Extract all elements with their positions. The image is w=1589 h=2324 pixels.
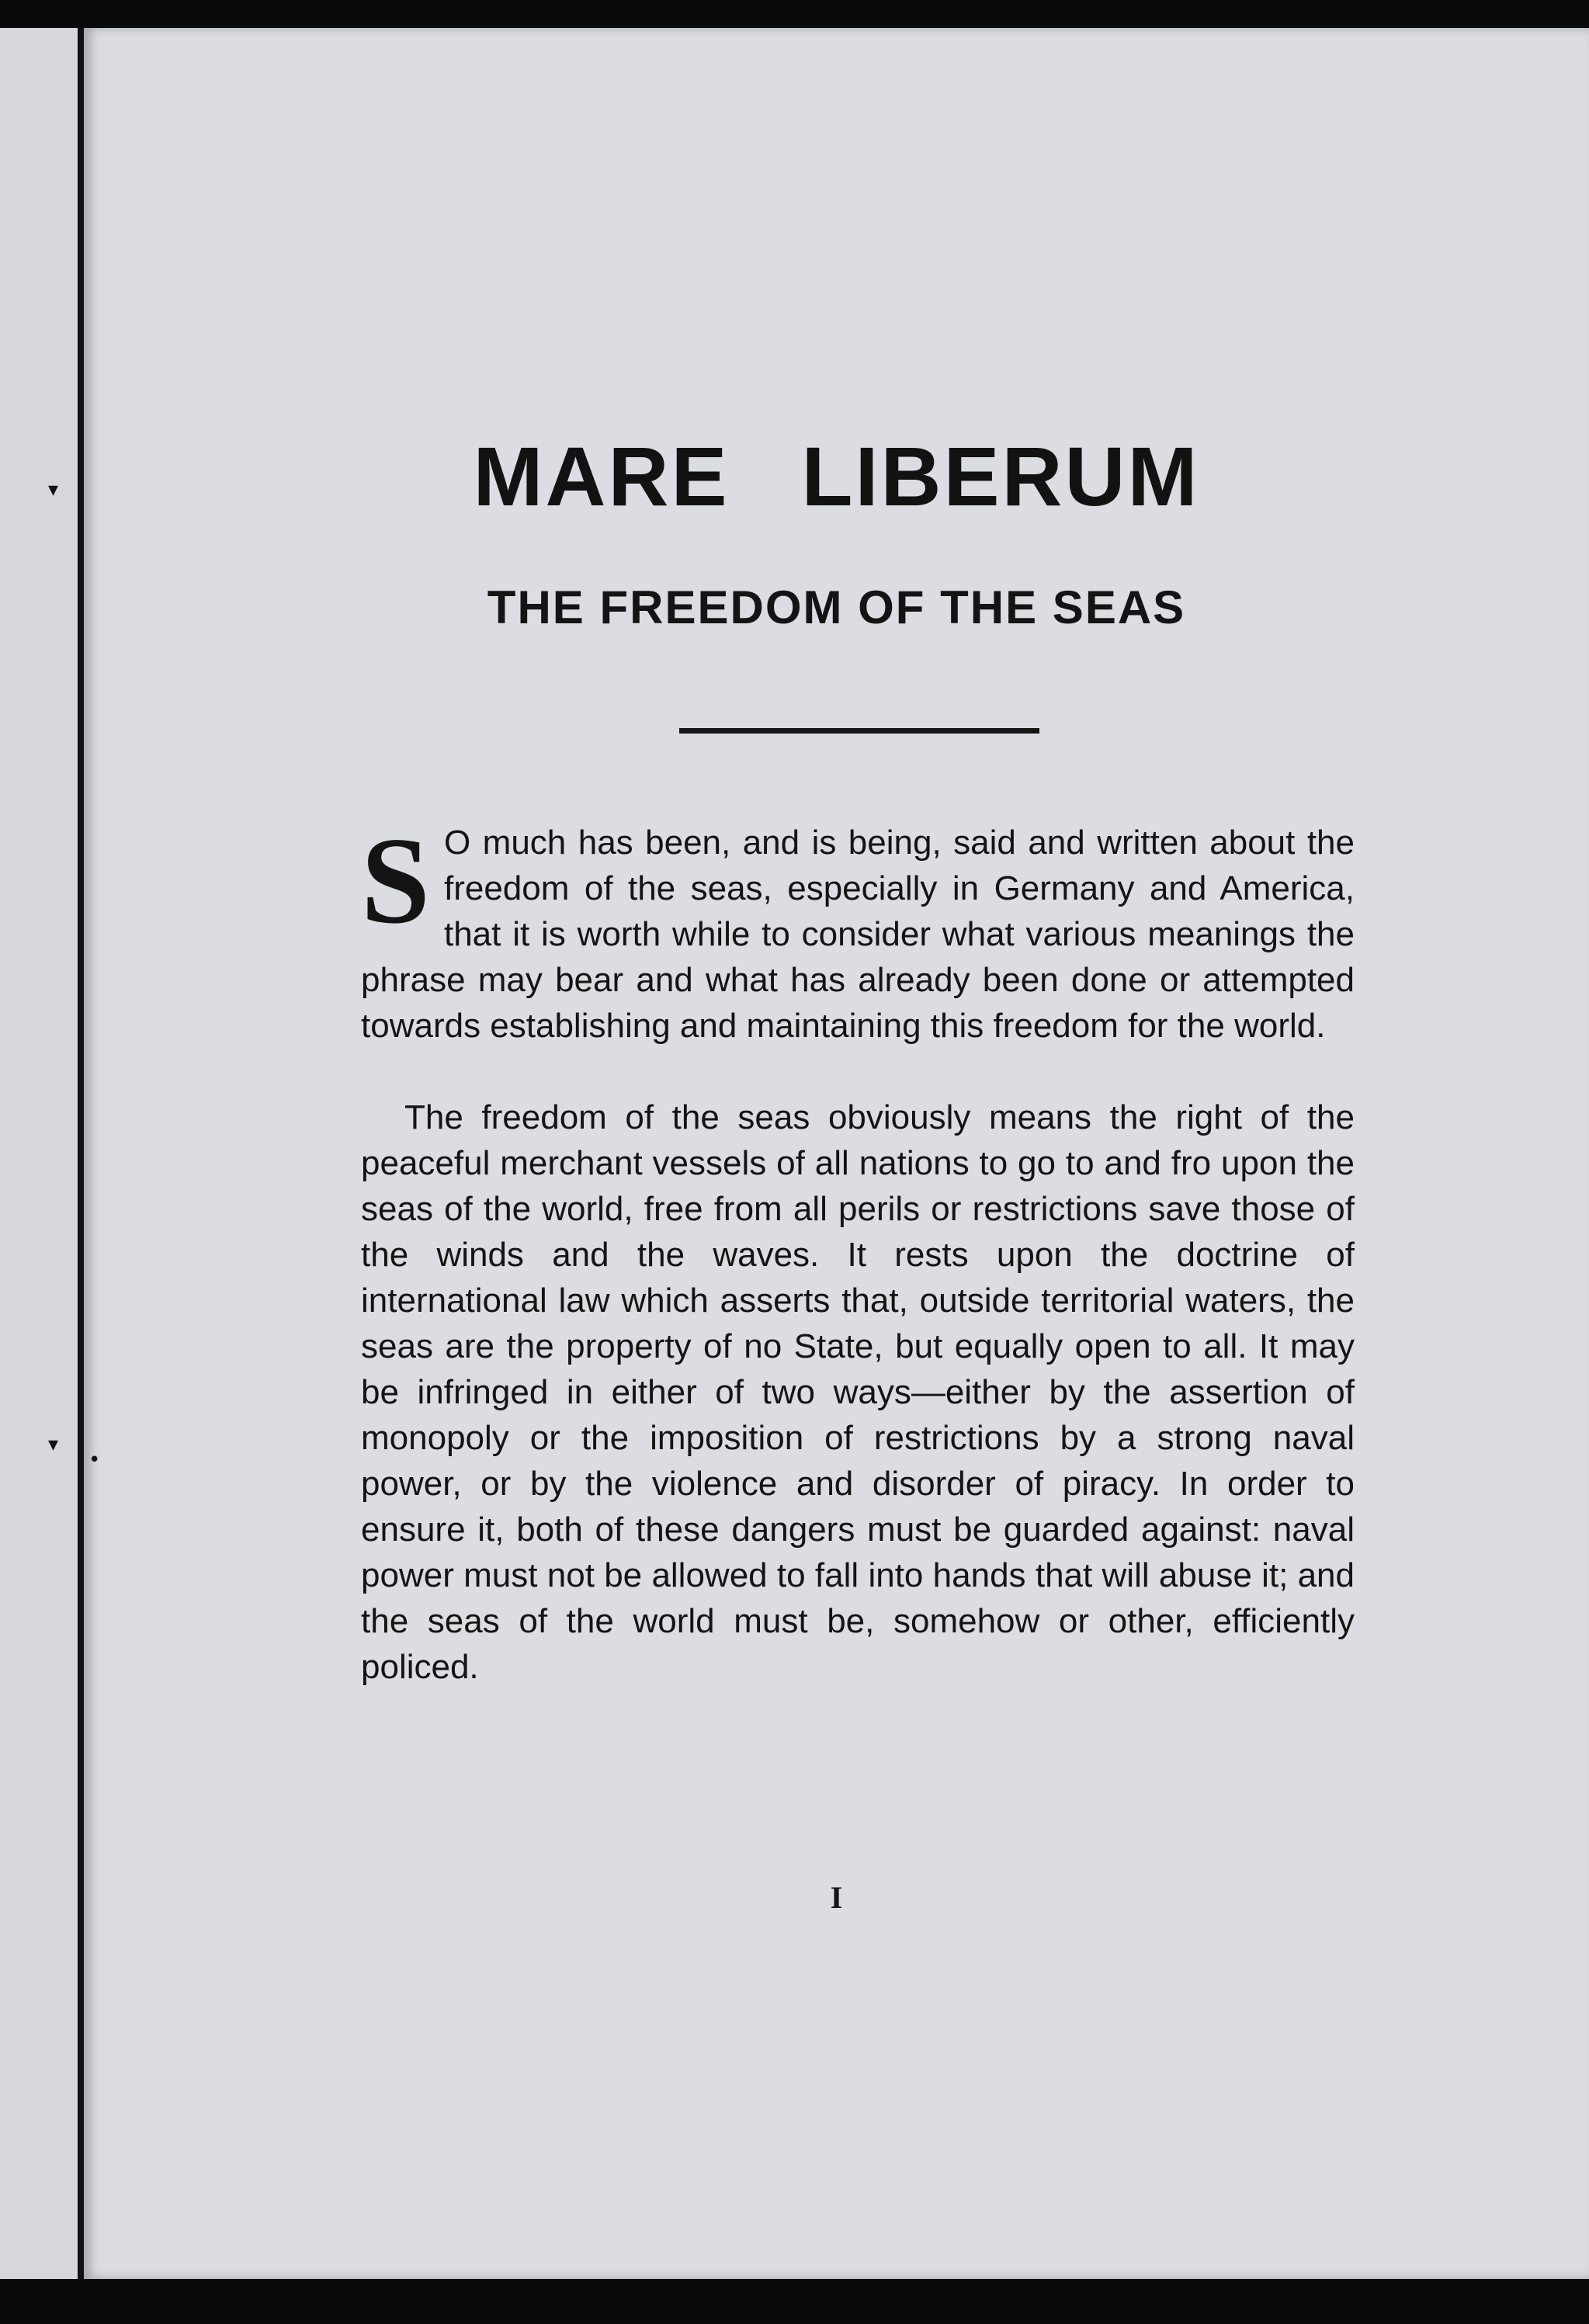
page-title: MARE LIBERUM (473, 429, 1200, 523)
page-number: I (830, 1880, 843, 1915)
scanned-page (48, 28, 1589, 2279)
paragraph-text: O much has been, and is being, said and written about the freedom of the seas, especially in Germany and America, that it is worth while to consider what various meanings the phrase may bear and what has already been done or attempted towards establishing and maintaining this freedom for the world. (361, 824, 1355, 1045)
binding-mark-icon: ▾ (48, 1433, 59, 1456)
page-subtitle: THE FREEDOM OF THE SEAS (487, 581, 1186, 633)
drop-cap: S (361, 811, 430, 949)
title-divider (679, 728, 1039, 734)
paragraph (361, 1094, 1355, 1690)
previous-page-edge (0, 28, 78, 2279)
paragraph (361, 811, 1355, 1049)
paragraph-text: The freedom of the seas obviously means the right of the peaceful merchant vessels of all nations to go to and fro upon the seas of the world, free from all perils or restrictions save those of the winds and the waves. It rests upon the doctrine of international law which asserts that, outside territorial waters, the seas are the property of no State, but equally open to all. It may be infringed in either of two ways—either by the assertion of monopoly or the imposition of restrictions by a strong naval power, or by the violence and disorder of piracy. In order to ensure it, both of these dangers must be guarded against: naval power must not be allowed to fall into hands that will abuse it; and the seas of the world must be, somehow or other, efficiently policed. (361, 1098, 1355, 1686)
scan-speck: • (88, 1448, 101, 1472)
body-text (361, 811, 1355, 1736)
binding-mark-icon: ▾ (48, 478, 59, 501)
page-fold (78, 28, 84, 2279)
